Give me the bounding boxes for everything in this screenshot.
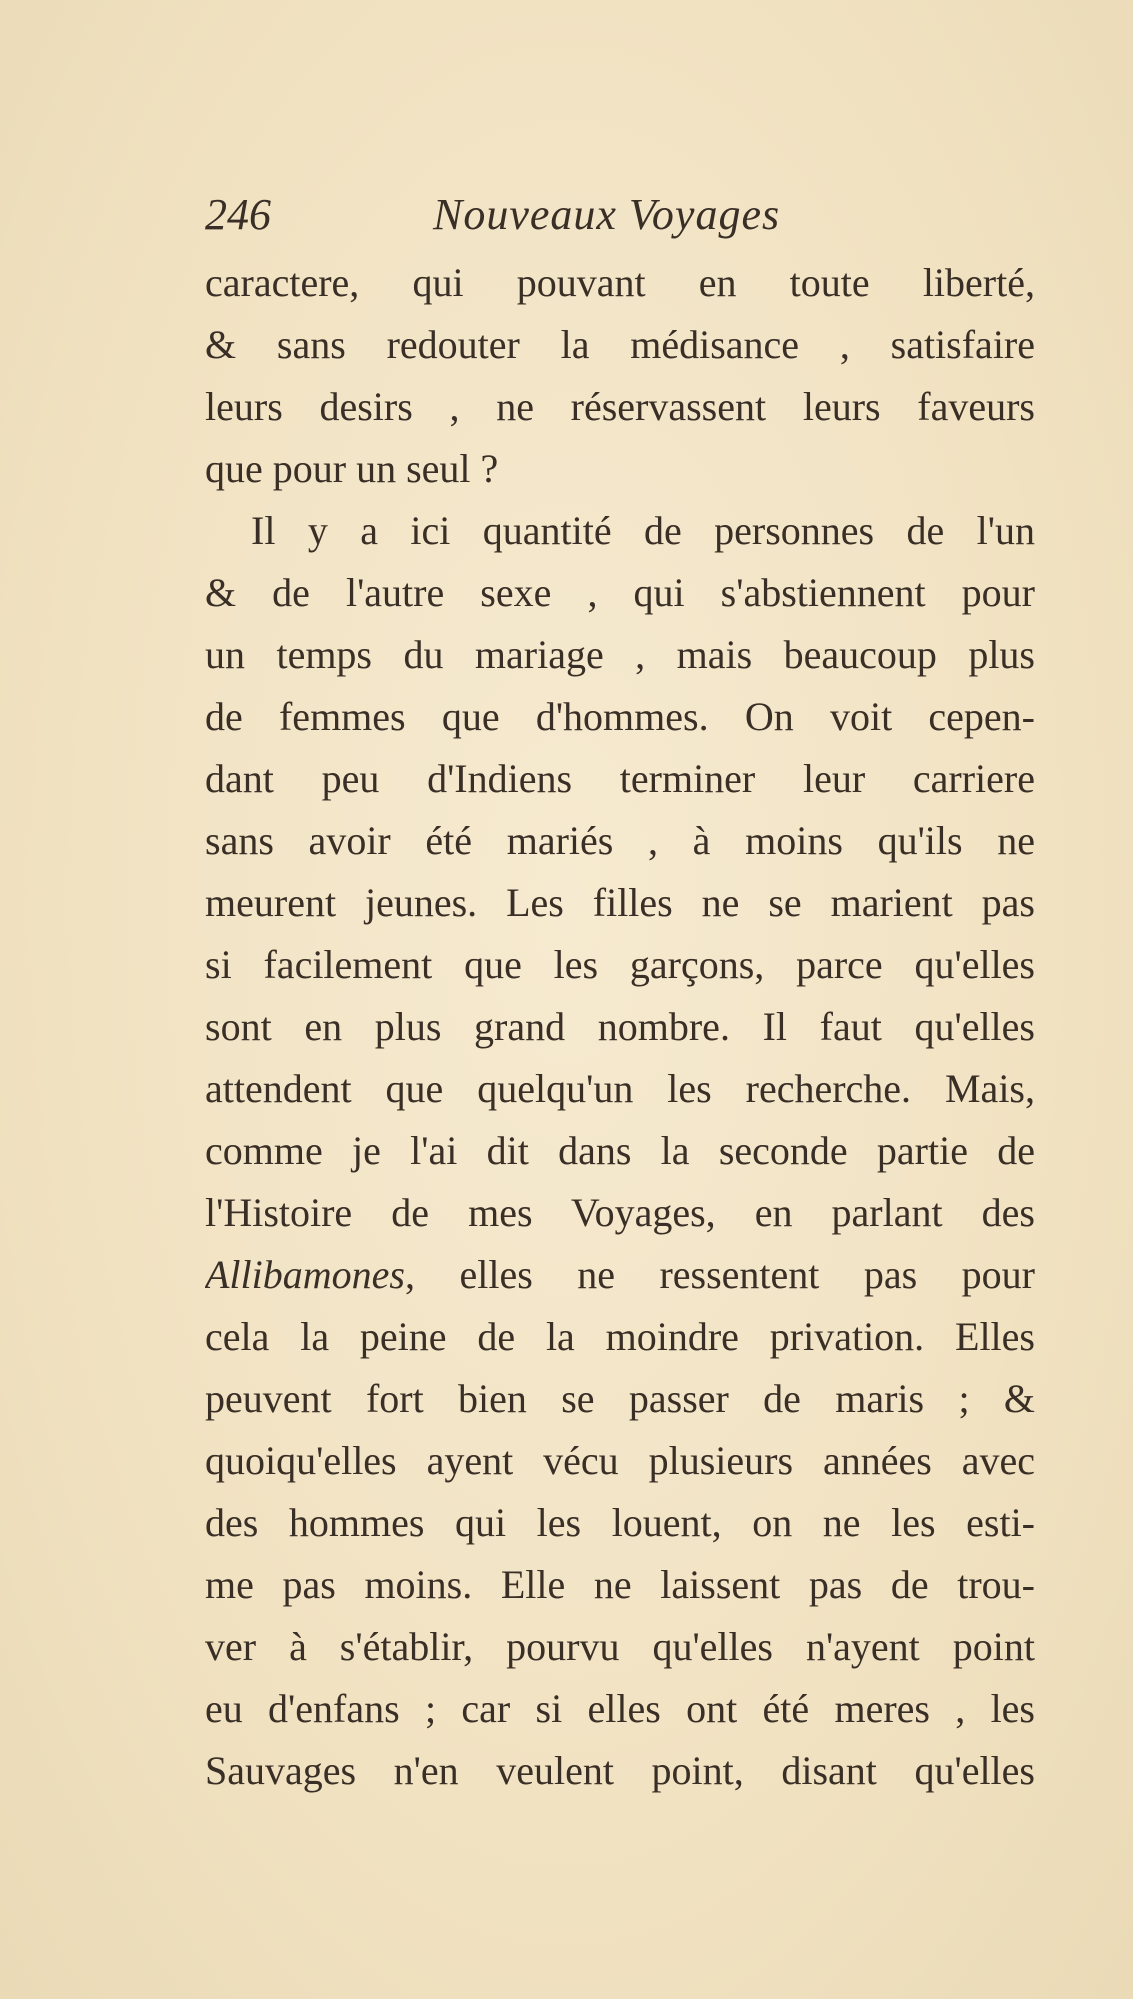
body-text	[205, 252, 1035, 1802]
text-line: dant peu d'Indiens terminer leur carriere	[205, 756, 1035, 801]
text-line: sans avoir été mariés , à moins qu'ils ne	[205, 818, 1035, 863]
text-line: caractere, qui pouvant en toute liberté,	[205, 260, 1035, 305]
running-title: Nouveaux Voyages	[433, 190, 781, 239]
text-line: Sauvages n'en veulent point, disant qu'elles	[205, 1748, 1035, 1793]
text-line: si facilement que les garçons, parce qu'elles	[205, 942, 1035, 987]
text-line: Allibamones, elles ne ressentent pas pour	[205, 1252, 1035, 1297]
text-line: ver à s'établir, pourvu qu'elles n'ayent point	[205, 1624, 1035, 1669]
text-line: des hommes qui les louent, on ne les esti-	[205, 1500, 1035, 1545]
page-number: 246	[205, 190, 271, 239]
text-line: leurs desirs , ne réservassent leurs faveurs	[205, 384, 1035, 429]
text-line: sont en plus grand nombre. Il faut qu'elles	[205, 1004, 1035, 1049]
text-line: Il y a ici quantité de personnes de l'un	[251, 508, 1035, 553]
text-line: attendent que quelqu'un les recherche. Mais,	[205, 1066, 1035, 1111]
text-line: eu d'enfans ; car si elles ont été meres , les	[205, 1686, 1035, 1731]
text-line: que pour un seul ?	[205, 446, 499, 491]
italic-proper-noun: Allibamones	[205, 1252, 405, 1297]
text-line: un temps du mariage , mais beaucoup plus	[205, 632, 1035, 677]
text-line: l'Histoire de mes Voyages, en parlant des	[205, 1190, 1035, 1235]
text-line: peuvent fort bien se passer de maris ; &	[205, 1376, 1035, 1421]
text-line: quoiqu'elles ayent vécu plusieurs années avec	[205, 1438, 1035, 1483]
text-line: de femmes que d'hommes. On voit cepen-	[205, 694, 1035, 739]
text-line: & de l'autre sexe , qui s'abstiennent pour	[205, 570, 1035, 615]
text-line: me pas moins. Elle ne laissent pas de trou-	[205, 1562, 1035, 1607]
text-line: comme je l'ai dit dans la seconde partie de	[205, 1128, 1035, 1173]
text-line: meurent jeunes. Les filles ne se marient pas	[205, 880, 1035, 925]
text-line: cela la peine de la moindre privation. Elles	[205, 1314, 1035, 1359]
text-line: & sans redouter la médisance , satisfaire	[205, 322, 1035, 367]
page-header	[205, 180, 965, 250]
